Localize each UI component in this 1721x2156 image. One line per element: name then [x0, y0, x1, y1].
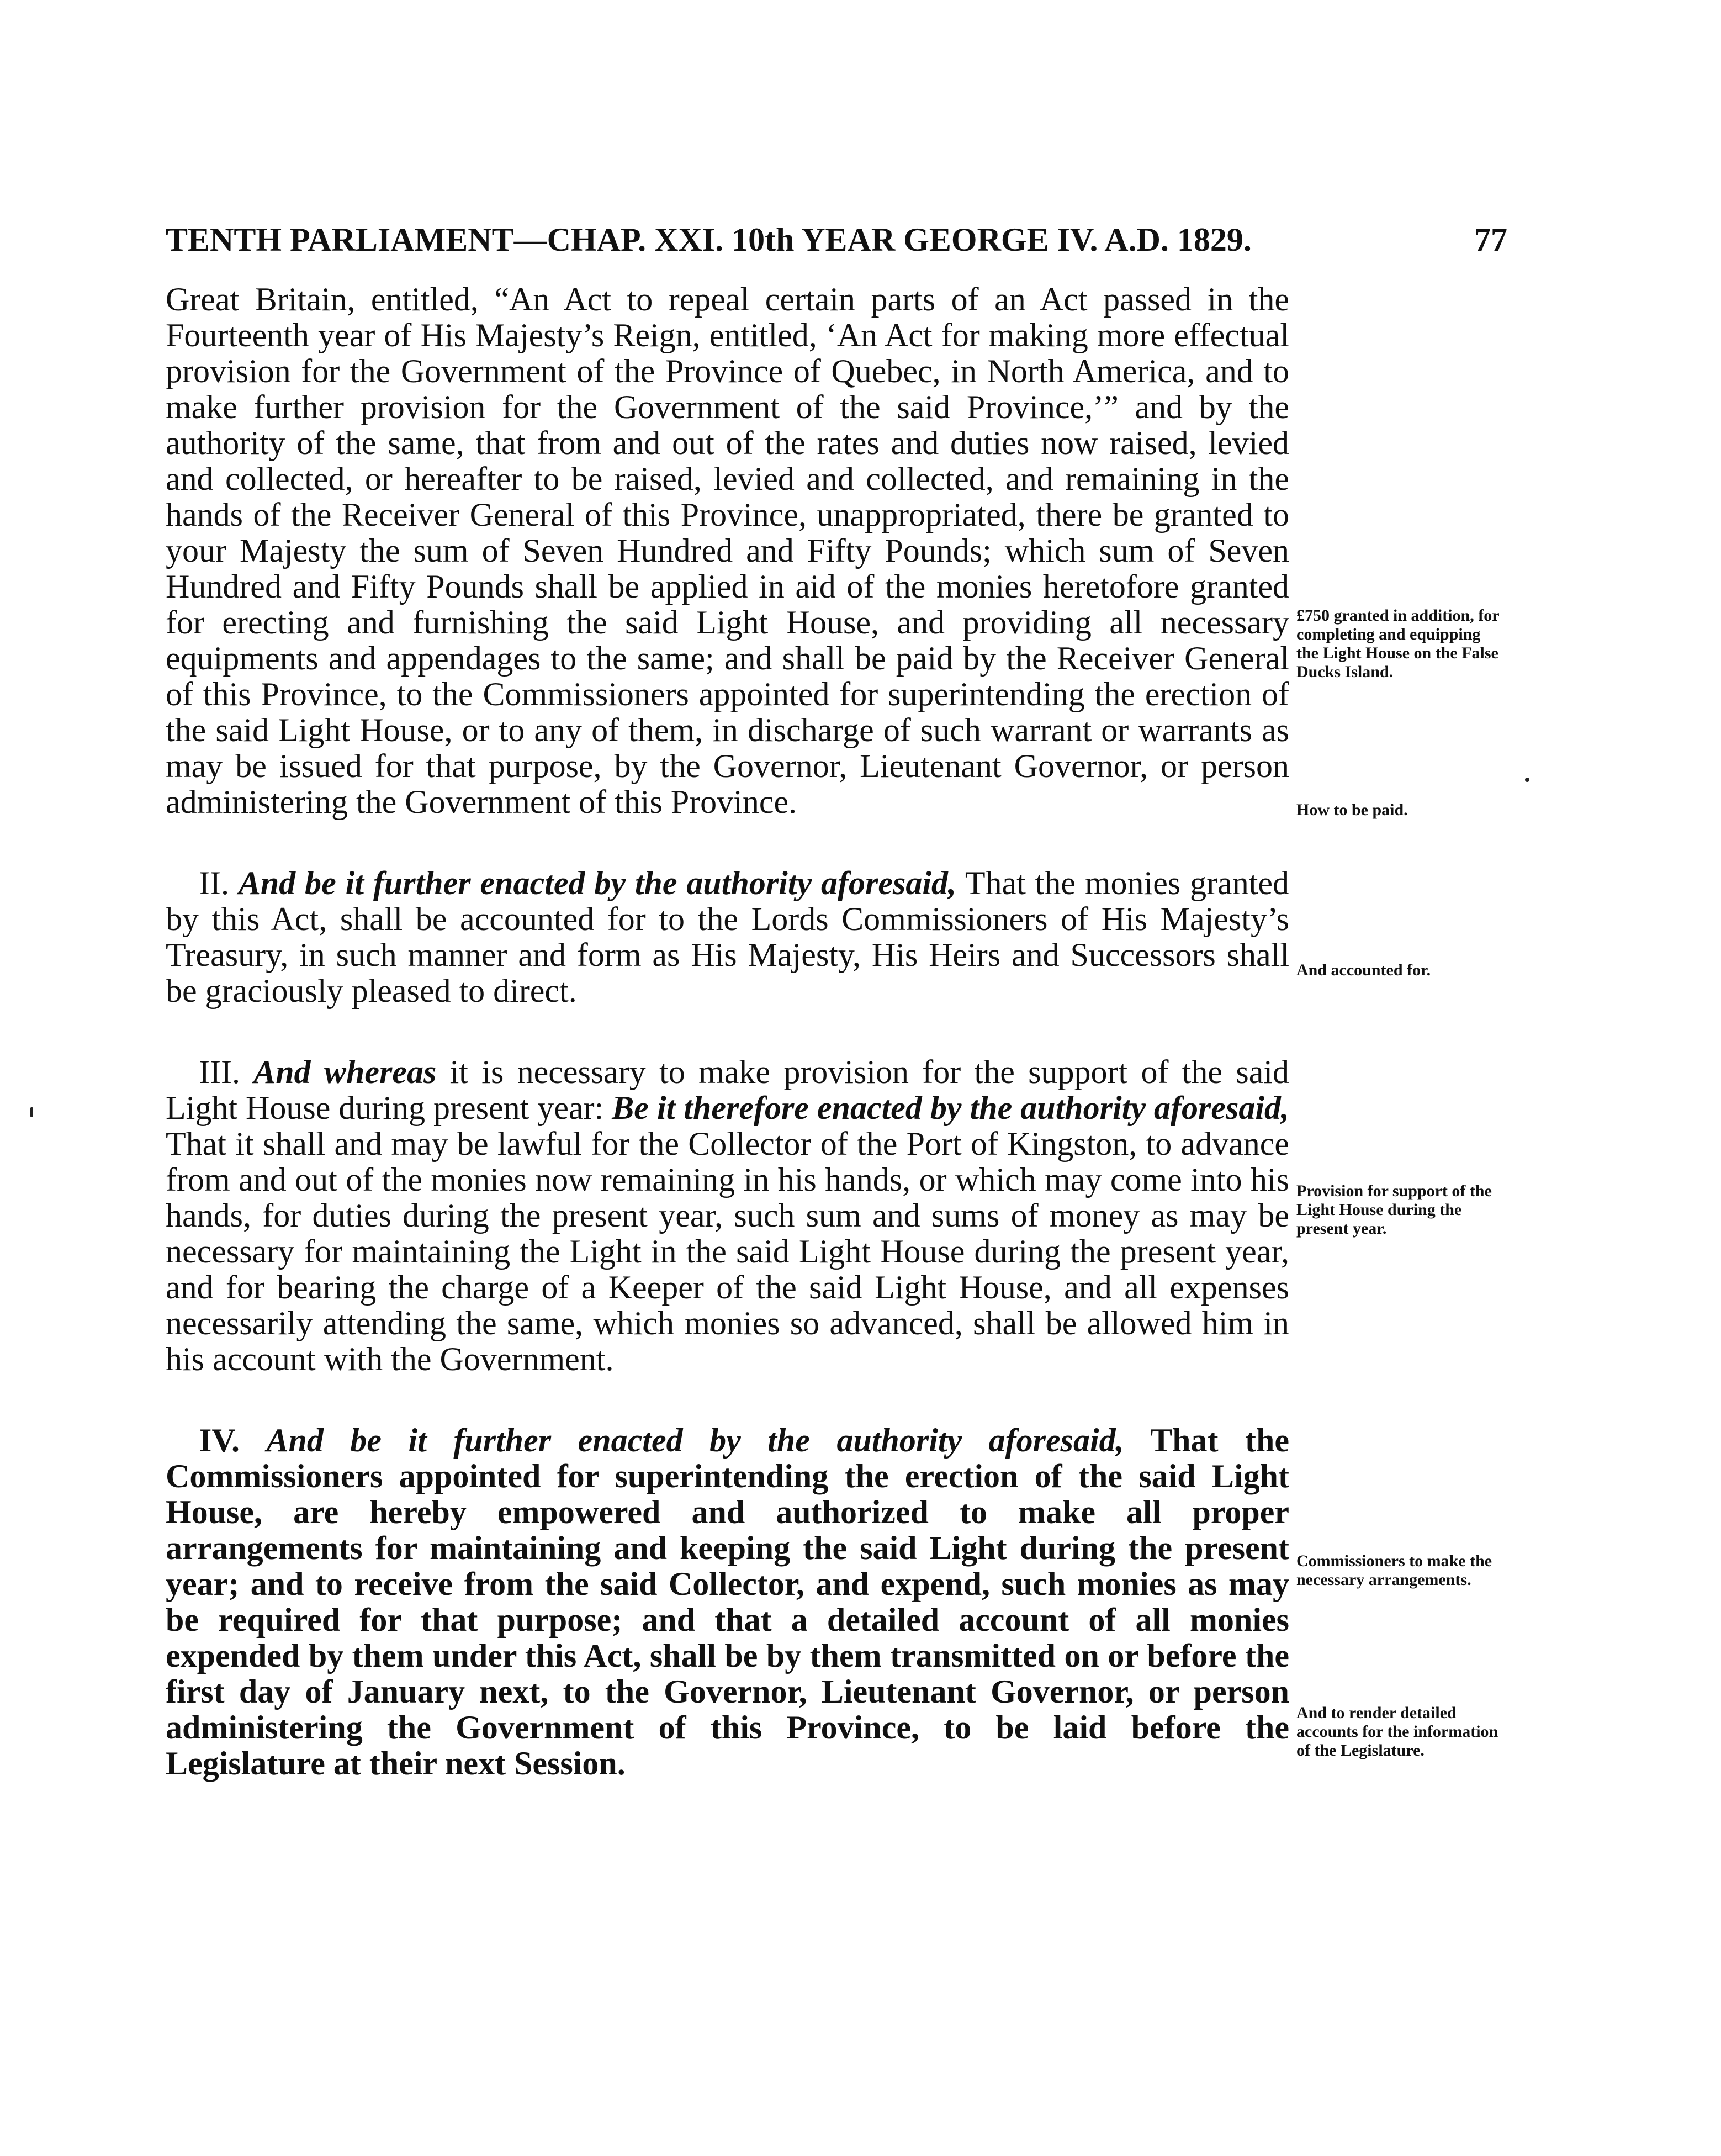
- margin-note-commissioners: Commissioners to make the necessary arrangements.: [1296, 1552, 1492, 1589]
- section-2-text: That the monies granted by this Act, shall be accounted for to the Lords Commissioners of His Majesty’s Treasury, in such manner and form as His Majesty, His Heirs and Successors shall be graciously pleased to direct.: [166, 865, 1290, 1009]
- margin-note-grant: £750 granted in addition, for completing and equipping the Light House on the False Ducks Island.: [1296, 606, 1499, 681]
- header-title: TENTH PARLIAMENT—CHAP. XXI. 10th YEAR GEORGE IV. A.D. 1829.: [166, 221, 1252, 258]
- section-4-number: IV.: [199, 1422, 240, 1459]
- margin-note-accounted: And accounted for.: [1296, 961, 1431, 979]
- section-3-number: III.: [199, 1054, 240, 1090]
- section-2-enacting-clause: And be it further enacted by the authority aforesaid,: [238, 865, 957, 901]
- section-3-recital: it is necessary to make provision for the support of the said Light House during present year:: [166, 1054, 1290, 1126]
- margin-note-how-paid: How to be paid.: [1296, 801, 1408, 819]
- page-number: 77: [1474, 221, 1507, 258]
- print-speck: [1525, 778, 1529, 782]
- paragraph-continuation: Great Britain, entitled, “An Act to repeal certain parts of an Act passed in the Fourteenth year of His Majesty’s Reign, entitled, ‘An Act for making more effectual provision for the Government of the Province of Quebec, in North America, and to make further provision for the Government of the said Province,’” and by the authority of the same, that from and out of the rates and duties now raised, levied and collected, or hereafter to be raised, levied and collected, and remaining in the hands of the Receiver General of this Province, unappropriated, there be granted to your Majesty the sum of Seven Hundred and Fifty Pounds; which sum of Seven Hundred and Fifty Pounds shall be applied in aid of the monies heretofore granted for erecting and furnishing the said Light House, and providing all necessary equipments and appendages to the same; and shall be paid by the Receiver General of this Province, to the Commissioners appointed for superintending the erection of the said Light House, or to any of them, in discharge of such warrant or warrants as may be issued for that purpose, by the Governor, Lieutenant Governor, or person administering the Government of this Province.: [166, 281, 1289, 820]
- section-4-text: That the Commissioners appointed for superintending the erection of the said Light House, are hereby empowered and authorized to make all proper arrangements for maintaining and keeping the said Light during the present year; and to receive from the said Collector, and expend, such monies as may be required for that purpose; and that a detailed account of all monies expended by them under this Act, shall be by them transmitted on or before the first day of January next, to the Governor, Lieutenant Governor, or person administering the Government of this Province, to be laid before the Legislature at their next Session.: [166, 1422, 1289, 1782]
- margin-note-provision: Provision for support of the Light House during the present year.: [1296, 1182, 1492, 1238]
- print-speck: [30, 1107, 33, 1117]
- section-2: [166, 865, 1289, 1009]
- section-3-whereas: And whereas: [253, 1054, 437, 1090]
- section-2-number: II.: [199, 865, 229, 901]
- margin-note-detailed-accounts: And to render detailed accounts for the information of the Legislature.: [1296, 1704, 1498, 1759]
- section-3-text: That it shall and may be lawful for the Collector of the Port of Kingston, to advance from and out of the monies now remaining in his hands, or which may come into his hands, for duties during the present year, such sum and sums of money as may be necessary for maintaining the Light in the said Light House during the present year, and for bearing the charge of a Keeper of the said Light House, and all expenses necessarily attending the same, which monies so advanced, shall be allowed him in his account with the Government.: [166, 1125, 1289, 1377]
- section-3-enacting-clause: Be it therefore enacted by the authority aforesaid,: [612, 1090, 1289, 1126]
- section-4: [166, 1423, 1289, 1782]
- section-4-enacting-clause: And be it further enacted by the authority aforesaid,: [266, 1422, 1124, 1459]
- act-body: [166, 282, 1289, 1827]
- section-3: [166, 1054, 1289, 1377]
